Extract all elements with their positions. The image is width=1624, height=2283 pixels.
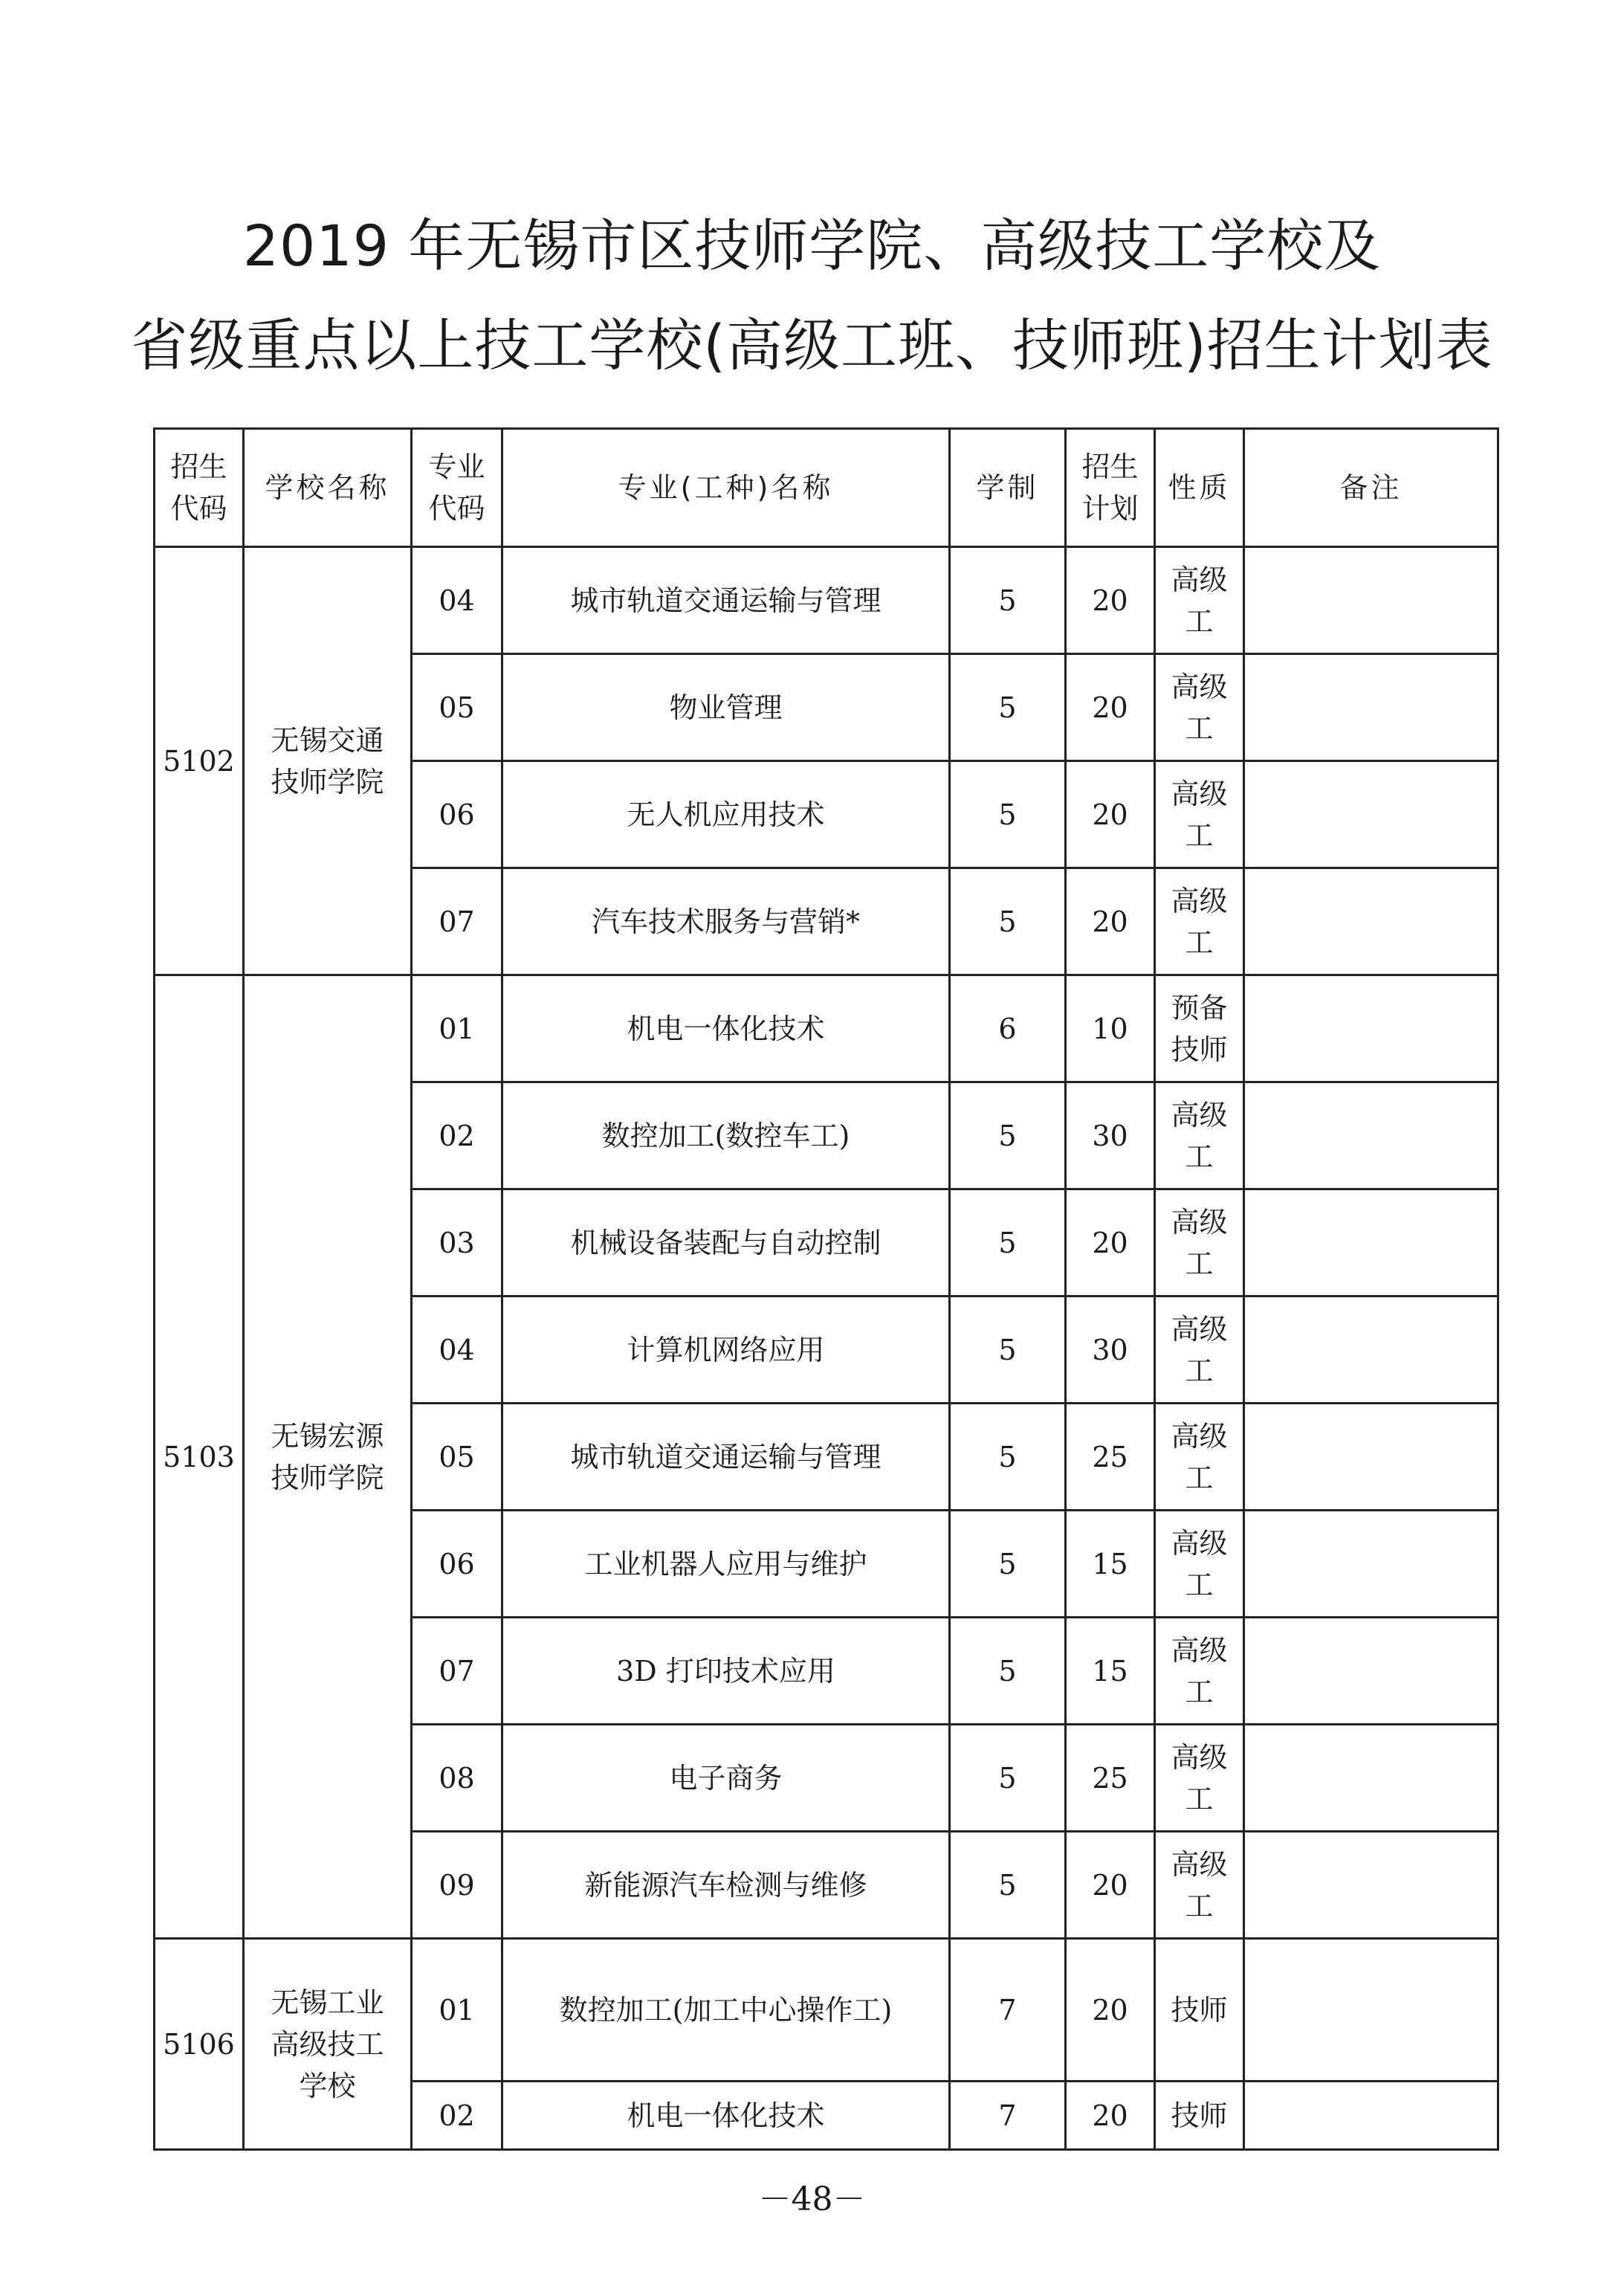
note [1244,547,1498,654]
years: 5 [950,1404,1066,1511]
major-name: 工业机器人应用与维护 [502,1511,950,1618]
major-code: 05 [412,654,502,761]
header-school-name: 学校名称 [244,429,412,547]
note [1244,654,1498,761]
header-major-name: 专业(工种)名称 [502,429,950,547]
major-name: 电子商务 [502,1725,950,1832]
note [1244,1082,1498,1189]
school-name: 无锡宏源 技师学院 [244,975,412,1939]
table-row [155,1939,1498,2082]
type: 高级 工 [1155,654,1244,761]
plan: 15 [1066,1618,1155,1725]
years: 5 [950,1511,1066,1618]
header-school-code: 招生 代码 [155,429,244,547]
type: 高级 工 [1155,1832,1244,1939]
type: 高级 工 [1155,1297,1244,1404]
note [1244,975,1498,1082]
years: 5 [950,868,1066,975]
major-name: 数控加工(数控车工) [502,1082,950,1189]
type: 高级 工 [1155,1404,1244,1511]
plan: 25 [1066,1404,1155,1511]
plan: 20 [1066,1189,1155,1297]
type: 高级 工 [1155,547,1244,654]
plan: 20 [1066,1832,1155,1939]
note [1244,1725,1498,1832]
plan: 30 [1066,1297,1155,1404]
note [1244,1189,1498,1297]
table-row [155,547,1498,654]
type: 预备 技师 [1155,975,1244,1082]
table-body [155,547,1498,2150]
type: 高级 工 [1155,1725,1244,1832]
page-title-line-2: 省级重点以上技工学校(高级工班、技师班)招生计划表 [131,312,1493,378]
note [1244,1297,1498,1404]
major-name: 机电一体化技术 [502,2082,950,2150]
major-name: 新能源汽车检测与维修 [502,1832,950,1939]
major-code: 01 [412,1939,502,2082]
major-code: 02 [412,2082,502,2150]
type: 高级 工 [1155,761,1244,868]
major-code: 08 [412,1725,502,1832]
major-name: 3D 打印技术应用 [502,1618,950,1725]
major-code: 01 [412,975,502,1082]
plan: 30 [1066,1082,1155,1189]
note [1244,1618,1498,1725]
type: 高级 工 [1155,1189,1244,1297]
major-name: 城市轨道交通运输与管理 [502,547,950,654]
years: 5 [950,761,1066,868]
plan: 15 [1066,1511,1155,1618]
major-name: 机械设备装配与自动控制 [502,1189,950,1297]
major-code: 04 [412,1297,502,1404]
major-code: 06 [412,761,502,868]
school-code: 5102 [155,547,244,975]
note [1244,1511,1498,1618]
major-code: 07 [412,1618,502,1725]
header-type: 性质 [1155,429,1244,547]
years: 6 [950,975,1066,1082]
major-code: 06 [412,1511,502,1618]
years: 5 [950,1832,1066,1939]
enrollment-plan-table [153,427,1499,2151]
page-title-line-1: 2019 年无锡市区技师学院、高级技工学校及 [242,213,1382,279]
major-code: 04 [412,547,502,654]
type: 高级 工 [1155,1082,1244,1189]
years: 5 [950,1297,1066,1404]
school-name: 无锡工业 高级技工 学校 [244,1939,412,2150]
plan: 20 [1066,2082,1155,2150]
note [1244,2082,1498,2150]
plan: 10 [1066,975,1155,1082]
note [1244,868,1498,975]
header-major-code: 专业 代码 [412,429,502,547]
type: 高级 工 [1155,1618,1244,1725]
note [1244,1939,1498,2082]
major-name: 城市轨道交通运输与管理 [502,1404,950,1511]
note [1244,1404,1498,1511]
table-row [155,975,1498,1082]
years: 5 [950,1082,1066,1189]
years: 7 [950,2082,1066,2150]
plan: 25 [1066,1725,1155,1832]
header-note: 备注 [1244,429,1498,547]
type: 高级 工 [1155,1511,1244,1618]
type: 高级 工 [1155,868,1244,975]
school-code: 5103 [155,975,244,1939]
note [1244,1832,1498,1939]
plan: 20 [1066,547,1155,654]
header-row [155,429,1498,547]
years: 5 [950,1189,1066,1297]
years: 5 [950,654,1066,761]
major-code: 09 [412,1832,502,1939]
note [1244,761,1498,868]
type: 技师 [1155,2082,1244,2150]
school-code: 5106 [155,1939,244,2150]
major-name: 物业管理 [502,654,950,761]
page-number: －48－ [758,2180,866,2218]
plan: 20 [1066,1939,1155,2082]
header-years: 学制 [950,429,1066,547]
major-name: 机电一体化技术 [502,975,950,1082]
years: 5 [950,1618,1066,1725]
major-code: 03 [412,1189,502,1297]
header-plan: 招生 计划 [1066,429,1155,547]
major-code: 07 [412,868,502,975]
years: 5 [950,547,1066,654]
major-name: 数控加工(加工中心操作工) [502,1939,950,2082]
major-name: 计算机网络应用 [502,1297,950,1404]
major-name: 无人机应用技术 [502,761,950,868]
school-name: 无锡交通 技师学院 [244,547,412,975]
years: 7 [950,1939,1066,2082]
plan: 20 [1066,868,1155,975]
plan: 20 [1066,654,1155,761]
major-code: 02 [412,1082,502,1189]
years: 5 [950,1725,1066,1832]
major-code: 05 [412,1404,502,1511]
type: 技师 [1155,1939,1244,2082]
plan: 20 [1066,761,1155,868]
major-name: 汽车技术服务与营销* [502,868,950,975]
